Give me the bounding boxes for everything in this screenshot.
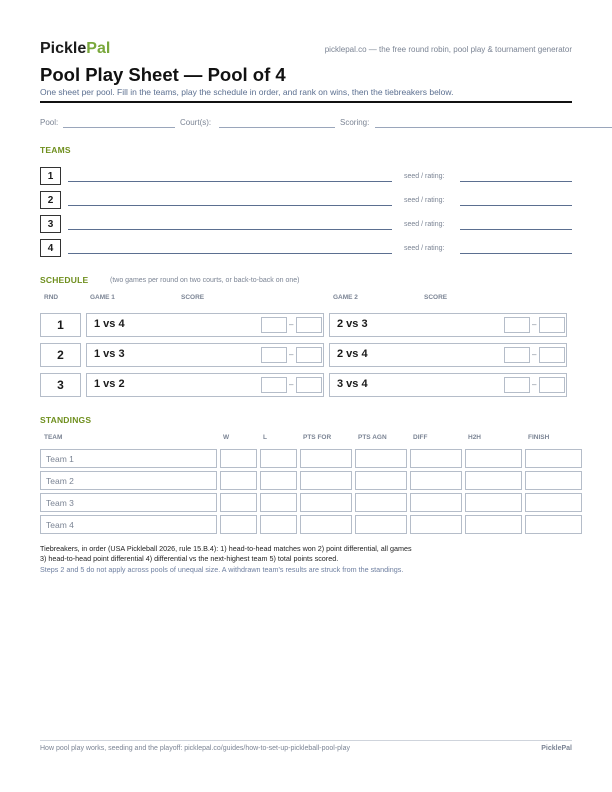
wins-cell[interactable] [220,493,257,512]
score-input[interactable] [504,317,530,333]
points-against-cell[interactable] [355,515,407,534]
score-dash: – [289,380,294,389]
score-input[interactable] [504,347,530,363]
score-input[interactable] [539,347,565,363]
seed-rating-label: seed / rating: [404,221,445,228]
seed-box: 2 [40,191,61,209]
score-input[interactable] [296,377,322,393]
seed-box: 3 [40,215,61,233]
standings-heading: STANDINGS [40,415,92,425]
seed-rating-label: seed / rating: [404,173,445,180]
round-number: 3 [40,373,81,397]
score-input[interactable] [504,377,530,393]
col-head-losses: L [263,434,267,441]
finish-cell[interactable] [525,449,582,468]
seed-rating-field[interactable] [460,229,572,230]
footer-guide-link[interactable]: How pool play works, seeding and the playoff: picklepal.co/guides/how-to-set-up-pickleball-pool-play [40,745,350,752]
differential-cell[interactable] [410,493,462,512]
score-input[interactable] [296,317,322,333]
col-head-game1: GAME 1 [90,294,115,301]
head-to-head-cell[interactable] [465,471,522,490]
points-for-cell[interactable] [300,515,352,534]
game1-matchup: 1 vs 4 [94,318,125,330]
col-head-game2: GAME 2 [333,294,358,301]
finish-cell[interactable] [525,515,582,534]
seed-box: 4 [40,239,61,257]
header-rule [40,101,572,103]
score-input[interactable] [261,347,287,363]
seed-rating-field[interactable] [460,181,572,182]
footer-brand: PicklePal [541,745,572,752]
seed-rating-label: seed / rating: [404,245,445,252]
points-for-cell[interactable] [300,449,352,468]
score-dash: – [532,380,537,389]
team-name-field[interactable] [68,253,392,254]
finish-cell[interactable] [525,471,582,490]
scoring-field[interactable] [375,127,612,128]
differential-cell[interactable] [410,449,462,468]
points-for-cell[interactable] [300,471,352,490]
footer-rule [40,740,572,741]
points-against-cell[interactable] [355,449,407,468]
courts-label: Court(s): [180,118,212,127]
game1-matchup: 1 vs 3 [94,348,125,360]
head-to-head-cell[interactable] [465,449,522,468]
score-dash: – [289,350,294,359]
standings-team-name: Team 1 [40,449,217,468]
team-name-field[interactable] [68,229,392,230]
score-input[interactable] [539,317,565,333]
page-subtitle: One sheet per pool. Fill in the teams, play the schedule in order, and rank on wins, then the tiebreakers below. [40,87,454,97]
tiebreakers-line-2: 3) head-to-head point differential 4) differential vs the next-highest team 5) total points scored. [40,554,339,563]
tiebreakers-line-1: Tiebreakers, in order (USA Pickleball 2026, rule 15.B.4): 1) head-to-head matches won 2) point differential, all games [40,544,412,553]
seed-rating-field[interactable] [460,205,572,206]
losses-cell[interactable] [260,471,297,490]
differential-cell[interactable] [410,471,462,490]
score-input[interactable] [261,317,287,333]
brand-logo [40,40,110,58]
game2-matchup: 2 vs 3 [337,318,368,330]
finish-cell[interactable] [525,493,582,512]
head-to-head-cell[interactable] [465,493,522,512]
wins-cell[interactable] [220,449,257,468]
wins-cell[interactable] [220,515,257,534]
points-against-cell[interactable] [355,493,407,512]
team-name-field[interactable] [68,205,392,206]
page-title: Pool Play Sheet — Pool of 4 [40,64,286,85]
game1-matchup: 1 vs 2 [94,378,125,390]
col-head-score2: SCORE [424,294,448,301]
points-against-cell[interactable] [355,471,407,490]
losses-cell[interactable] [260,515,297,534]
brand-name-accent: Pal [86,40,111,57]
standings-team-name: Team 4 [40,515,217,534]
score-input[interactable] [296,347,322,363]
schedule-heading: SCHEDULE [40,275,89,285]
scoring-label: Scoring: [340,118,370,127]
col-head-finish: FINISH [528,434,550,441]
col-head-round: RND [44,294,59,301]
pool-field[interactable] [63,127,175,128]
score-dash: – [289,320,294,329]
round-number: 1 [40,313,81,337]
col-head-team: TEAM [44,434,63,441]
game2-matchup: 3 vs 4 [337,378,368,390]
wins-cell[interactable] [220,471,257,490]
col-head-points-against: PTS AGN [358,434,387,441]
col-head-head-to-head: H2H [468,434,482,441]
differential-cell[interactable] [410,515,462,534]
seed-rating-field[interactable] [460,253,572,254]
schedule-note: (two games per round on two courts, or back-to-back on one) [110,277,300,284]
score-dash: – [532,350,537,359]
col-head-wins: W [223,434,230,441]
round-number: 2 [40,343,81,367]
col-head-differential: DIFF [413,434,428,441]
losses-cell[interactable] [260,449,297,468]
seed-rating-label: seed / rating: [404,197,445,204]
seed-box: 1 [40,167,61,185]
standings-team-name: Team 2 [40,471,217,490]
game2-matchup: 2 vs 4 [337,348,368,360]
score-input[interactable] [539,377,565,393]
points-for-cell[interactable] [300,493,352,512]
col-head-points-for: PTS FOR [303,434,332,441]
head-to-head-cell[interactable] [465,515,522,534]
header-tagline: picklepal.co — the free round robin, pool play & tournament generator [324,45,572,54]
standings-team-name: Team 3 [40,493,217,512]
tiebreakers-note: Steps 2 and 5 do not apply across pools of unequal size. A withdrawn team's results are struck from the standings. [40,565,404,574]
teams-heading: TEAMS [40,145,71,155]
score-input[interactable] [261,377,287,393]
team-name-field[interactable] [68,181,392,182]
courts-field[interactable] [219,127,335,128]
col-head-score1: SCORE [181,294,205,301]
score-dash: – [532,320,537,329]
pool-label: Pool: [40,118,59,127]
brand-name-dark: Pickle [40,40,87,57]
losses-cell[interactable] [260,493,297,512]
